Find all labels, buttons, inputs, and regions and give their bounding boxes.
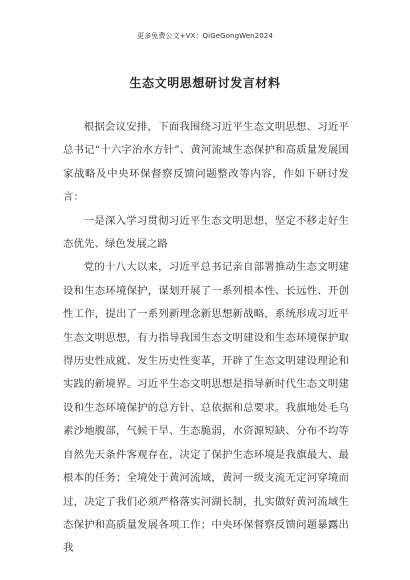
paragraph-heading-one: 一是深入学习贯彻习近平生态文明思想，坚定不移走好生态优先、绿色发展之路 — [63, 214, 349, 251]
paragraph-intro: 根据会议安排，下面我围绕习近平生态文明思想、习近平总书记“十六字治水方针”、黄河流域生态保护和高质量发展国家战略及中央环保督察反馈问题整改等内容，作如下研讨发言： — [63, 121, 349, 204]
document-body — [63, 116, 349, 561]
document-title: 生态文明思想研讨发言材料 — [129, 76, 281, 90]
paragraph-body: 党的十八大以来，习近平总书记亲自部署推动生态文明建设和生态环境保护，谋划开展了一系列根本性、长远性、开创性工作，提出了一系列新理念新思想新战略，系统形成习近平生态文明思想，有力指导我国生态文明建设和生态环境保护取得历史性成就、发生历史性变革，开辟了生态文明建设理论和实践的新境界。习近平生态文明思想是指导新时代生态文明建设和生态环境保护的总方针、总依据和总要求。我旗地处毛乌素沙地腹部，气候干旱、生态脆弱，水资源短缺、分布不均等自然先天条件客观存在，决定了保护生态环境是我旗最大、最根本的任务；全境处于黄河流域，黄河一级支流无定河穿境而过，决定了我们必须严格落实河湖长制，扎实做好黄河流域生态保护和高质量发展各项工作；中央环保督察反馈问题暴露出我 — [63, 261, 349, 555]
header-note: 更多免费公文+VX：QiGeGongWen2024 — [137, 32, 273, 40]
